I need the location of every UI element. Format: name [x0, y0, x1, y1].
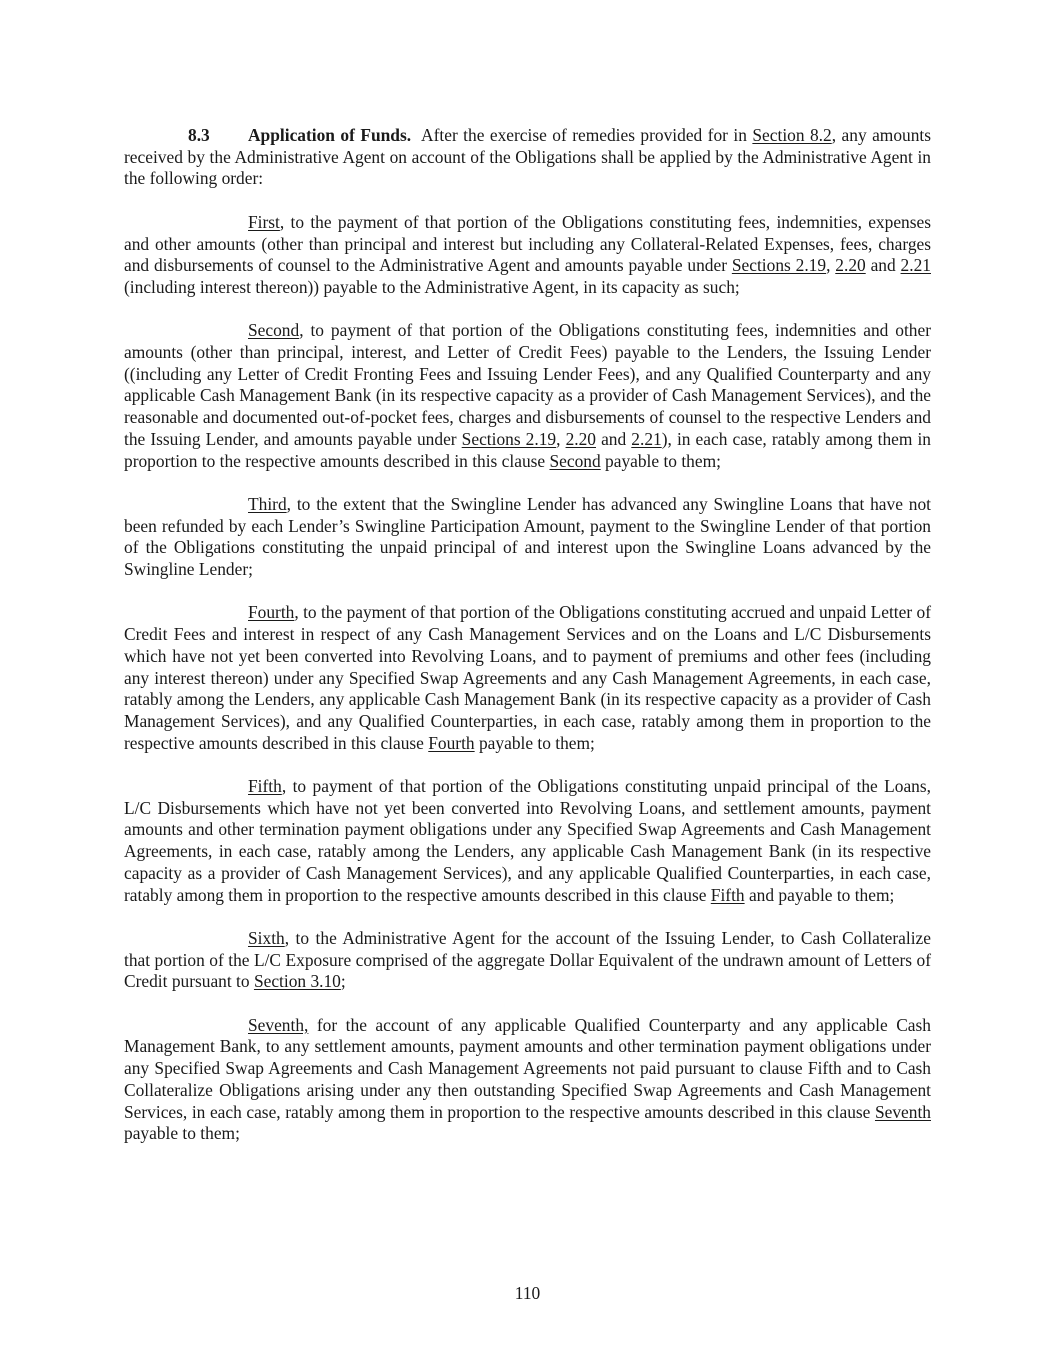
clause-label: Fifth: [248, 776, 282, 797]
clause-label: Seventh,: [248, 1014, 309, 1035]
cross-reference: 2.20: [565, 428, 596, 449]
cross-reference: Sections 2.19: [461, 428, 557, 449]
text-run: , any amounts received by the Administrative Agent on account of the Obligations shall be applied by the Administrative Agent in the following order:: [124, 125, 932, 189]
cross-reference: Seventh: [874, 1101, 931, 1122]
text-run: ;: [340, 971, 346, 992]
text-run: payable to them;: [124, 1123, 240, 1144]
text-run: , to payment of that portion of the Obligations constituting fees, indemnities and other amounts (other than principal, interest, and Letter of Credit Fees) payable to the Lenders, the Issuing Lender ((including any Letter of Credit Fronting Fees and Issuing Lender Fees), and any Qualified Counterparty and any applicable Cash Management Bank (in its respective capacity as a provider of Cash Management Services), and the reasonable and documented out-of-pocket fees, charges and disbursements of counsel to the respective Lenders and the Issuing Lender, and amounts payable under: [124, 320, 931, 449]
cross-reference: 2.21: [631, 428, 662, 449]
document-body: [124, 125, 931, 1167]
page-number: 110: [514, 1283, 541, 1303]
cross-reference: 2.21: [900, 255, 931, 276]
clause-fourth: [124, 602, 931, 754]
clause-label: Fourth: [248, 602, 295, 623]
text-run: and: [865, 255, 901, 276]
clause-fifth: [124, 776, 931, 906]
cross-reference: Second: [549, 450, 601, 471]
text-run: payable to them;: [600, 450, 721, 471]
cross-reference: Section 3.10: [253, 971, 341, 992]
section-number: 8.3: [188, 125, 210, 145]
clause-third: [124, 494, 931, 581]
section-title: Application of Funds.: [248, 125, 412, 145]
clause-seventh: [124, 1015, 931, 1145]
clause-label: Sixth: [248, 927, 285, 948]
clause-first: [124, 212, 931, 299]
text-run: and payable to them;: [744, 884, 895, 905]
clause-label: Second: [248, 320, 300, 341]
clause-sixth: [124, 928, 931, 993]
text-run: , to payment of that portion of the Obligations constituting unpaid principal of the Loans, L/C Disbursements which have not yet been converted into Revolving Loans, and settlement amounts, payment amounts and other termination payment obligations under any Specified Swap Agreements and Cash Management Agreements, in each case, ratably among the Lenders, any applicable Cash Management Bank (in its respective capacity as a provider of Cash Management Services), and any applicable Qualified Counterparties, in each case, ratably among them in proportion to the respective amounts described in this clause: [124, 776, 931, 905]
clause-label: Third: [248, 493, 287, 514]
clause-label: First: [248, 211, 280, 232]
cross-reference: Section 8.2: [752, 125, 832, 145]
clause-second: [124, 320, 931, 472]
cross-reference: Fourth: [428, 732, 475, 753]
text-run: ,: [556, 428, 566, 449]
cross-reference: 2.20: [835, 255, 866, 276]
text-run: After the exercise of remedies provided for in: [421, 125, 753, 145]
text-run: (including interest thereon)) payable to the Administrative Agent, in its capacity as such;: [124, 276, 740, 297]
text-run: and: [596, 428, 632, 449]
text-run: for the account of any applicable Qualified Counterparty and any applicable Cash Management Bank, to any settlement amounts, payment amounts and other termination payment obligations under any Specified Swap Agreements and Cash Management Agreements not paid pursuant to clause Fifth and to Cash Collateralize Obligations arising under any then outstanding Specified Swap Agreements and Cash Management Services, in each case, ratably among them in proportion to the respective amounts described in this clause: [124, 1014, 931, 1122]
text-run: , to the Administrative Agent for the account of the Issuing Lender, to Cash Collateralize that portion of the L/C Exposure comprised of the aggregate Dollar Equivalent of the undrawn amount of Letters of Credit pursuant to: [124, 927, 931, 992]
cross-reference: Sections 2.19: [731, 255, 827, 276]
text-run: ), in each case, ratably among them in proportion to the respective amounts described in this clause: [124, 428, 931, 471]
text-run: ,: [826, 255, 836, 276]
cross-reference: Fifth: [710, 884, 745, 905]
text-run: , to the payment of that portion of the Obligations constituting fees, indemnities, expenses and other amounts (other than principal and interest but including any Collateral-Related Expenses, fees, charges and disbursements of counsel to the Administrative Agent and amounts payable under: [124, 211, 931, 276]
text-run: payable to them;: [474, 732, 595, 753]
section-8-3-paragraph: [124, 125, 931, 190]
text-run: , to the extent that the Swingline Lender has advanced any Swingline Loans that have not been refunded by each Lender’s Swingline Participation Amount, payment to the Swingline Lender of that portion of the Obligations constituting the unpaid principal of and interest upon the Swingline Loans advanced by the Swingline Lender;: [124, 493, 931, 580]
text-run: , to the payment of that portion of the Obligations constituting accrued and unpaid Letter of Credit Fees and interest in respect of any Cash Management Services and on the Loans and L/C Disbursements which have not yet been converted into Revolving Loans, and to payment of premiums and other fees (including any interest thereon) under any Specified Swap Agreements and any Cash Management Agreements, in each case, ratably among the Lenders, any applicable Cash Management Bank (in its respective capacity as a provider of Cash Management Services), and any Qualified Counterparties, in each case, ratably among them in proportion to the respective amounts described in this clause: [124, 602, 931, 753]
